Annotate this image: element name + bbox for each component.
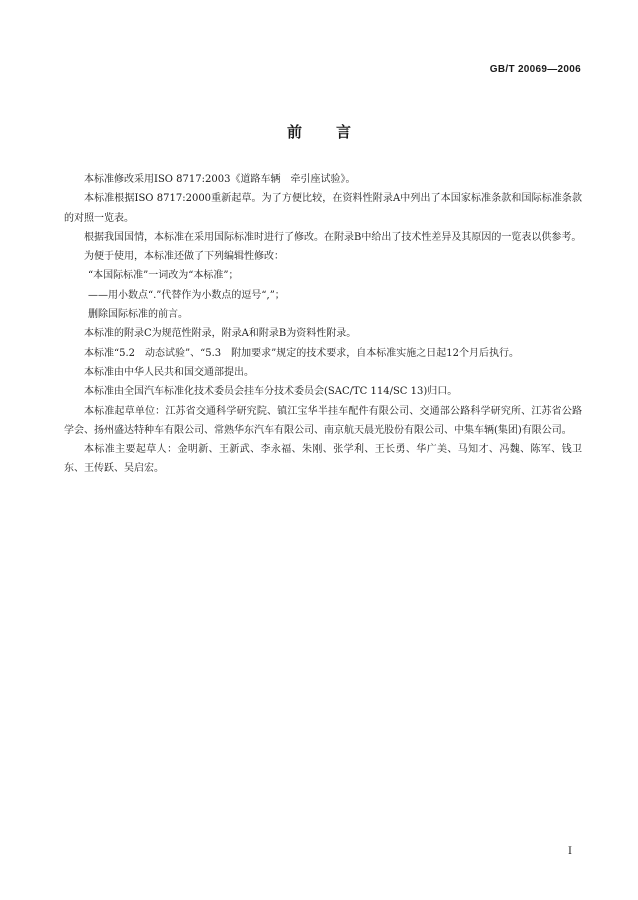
paragraph-editorial-intro: 为便于使用，本标准还做了下列编辑性修改： bbox=[84, 251, 284, 263]
paragraph-proposer: 本标准由中华人民共和国交通部提出。 bbox=[84, 366, 254, 378]
editorial-item-term: “本国际标准”一词改为“本标准”； bbox=[88, 270, 239, 282]
paragraph-technical-committee: 本标准由全国汽车标准化技术委员会挂车分技术委员会(SAC/TC 114/SC 13)归口。 bbox=[84, 386, 458, 398]
standard-number: GB/T 20069—2006 bbox=[489, 64, 581, 75]
foreword-body bbox=[64, 170, 582, 479]
page-number: I bbox=[568, 846, 572, 857]
paragraph-drafters: 本标准主要起草人：金明新、王新武、李永福、朱刚、张学利、王长勇、华广美、马知才、冯魏、陈军、钱卫东、王传跃、吴启宏。 bbox=[64, 444, 582, 475]
editorial-item-decimal: ——用小数点“.”代替作为小数点的逗号“,”； bbox=[88, 289, 285, 301]
paragraph-national-conditions: 根据我国国情，本标准在采用国际标准时进行了修改。在附录B中给出了技术性差异及其原因的一览表以供参考。 bbox=[84, 231, 582, 243]
paragraph-redrafting: 本标准根据ISO 8717:2000重新起草。为了方便比较，在资料性附录A中列出了本国家标准条款和国际标准条款的对照一览表。 bbox=[64, 193, 582, 224]
page-title: 前言 bbox=[286, 123, 385, 141]
editorial-item-foreword: 删除国际标准的前言。 bbox=[88, 309, 188, 321]
paragraph-drafting-units: 本标准起草单位：江苏省交通科学研究院、镇江宝华半挂车配件有限公司、交通部公路科学研究所、江苏省公路学会、扬州盛达特种车有限公司、常熟华东汽车有限公司、南京航天晨光股份有限公司、中集车辆(集团)有限公司。 bbox=[64, 405, 582, 436]
paragraph-implementation: 本标准“5.2 动态试验”、“5.3 附加要求”规定的技术要求，自本标准实施之日起12个月后执行。 bbox=[84, 347, 519, 359]
paragraph-annexes: 本标准的附录C为规范性附录，附录A和附录B为资料性附录。 bbox=[84, 328, 357, 340]
paragraph-adoption: 本标准修改采用ISO 8717:2003《道路车辆 牵引座试验》。 bbox=[84, 174, 356, 185]
